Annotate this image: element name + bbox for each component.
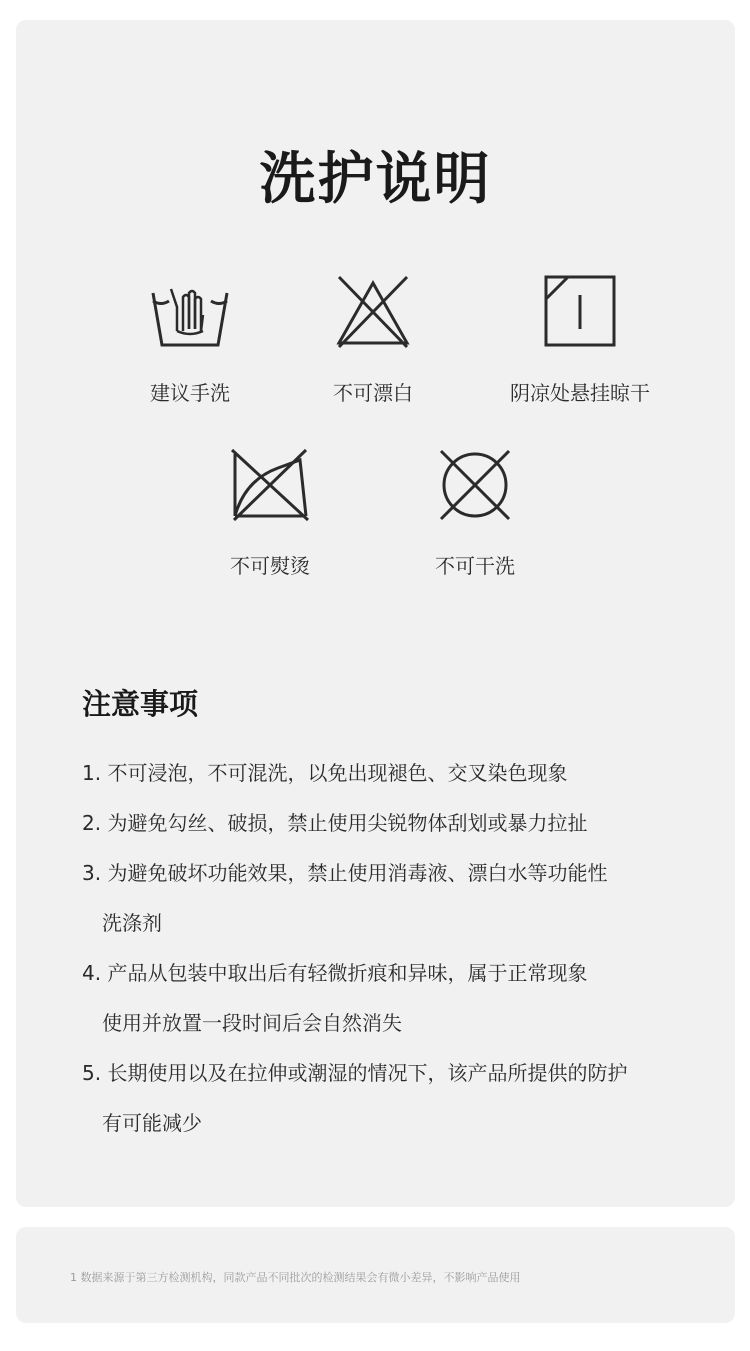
care-card — [16, 20, 735, 1207]
note-line-continued: 使用并放置一段时间后会自然消失 — [102, 1011, 402, 1035]
footnote-card — [16, 1227, 735, 1323]
notes-list — [82, 748, 702, 1148]
care-item-hand-wash — [90, 275, 290, 406]
no-dry-clean-icon — [435, 448, 515, 522]
care-label: 不可干洗 — [435, 554, 515, 578]
note-line: 3. 为避免破坏功能效果，禁止使用消毒液、漂白水等功能性 — [82, 861, 608, 885]
no-bleach-icon — [333, 275, 413, 349]
note-line: 5. 长期使用以及在拉伸或潮湿的情况下，该产品所提供的防护 — [82, 1061, 628, 1085]
no-iron-icon — [230, 448, 310, 522]
hand-wash-icon — [150, 275, 230, 349]
care-item-shade-hang-dry — [480, 275, 680, 406]
care-item-no-iron — [170, 448, 370, 579]
note-line-continued: 洗涤剂 — [102, 911, 162, 935]
care-item-no-dry-clean — [375, 448, 575, 579]
care-label: 不可熨烫 — [230, 554, 310, 578]
note-line: 4. 产品从包装中取出后有轻微折痕和异味，属于正常现象 — [82, 961, 588, 985]
care-item-no-bleach — [273, 275, 473, 406]
notes-title: 注意事项 — [82, 687, 199, 721]
footnote-text: 1 数据来源于第三方检测机构，同款产品不同批次的检测结果会有微小差异，不影响产品使用 — [70, 1271, 521, 1284]
note-line: 2. 为避免勾丝、破损，禁止使用尖锐物体刮划或暴力拉扯 — [82, 811, 588, 835]
note-line: 1. 不可浸泡，不可混洗，以免出现褪色、交叉染色现象 — [82, 761, 568, 785]
care-label: 阴凉处悬挂晾干 — [510, 381, 650, 405]
care-label: 建议手洗 — [150, 381, 230, 405]
shade-hang-dry-icon — [540, 275, 620, 349]
note-line-continued: 有可能减少 — [102, 1111, 202, 1135]
care-label: 不可漂白 — [333, 381, 413, 405]
page-title: 洗护说明 — [259, 147, 492, 212]
